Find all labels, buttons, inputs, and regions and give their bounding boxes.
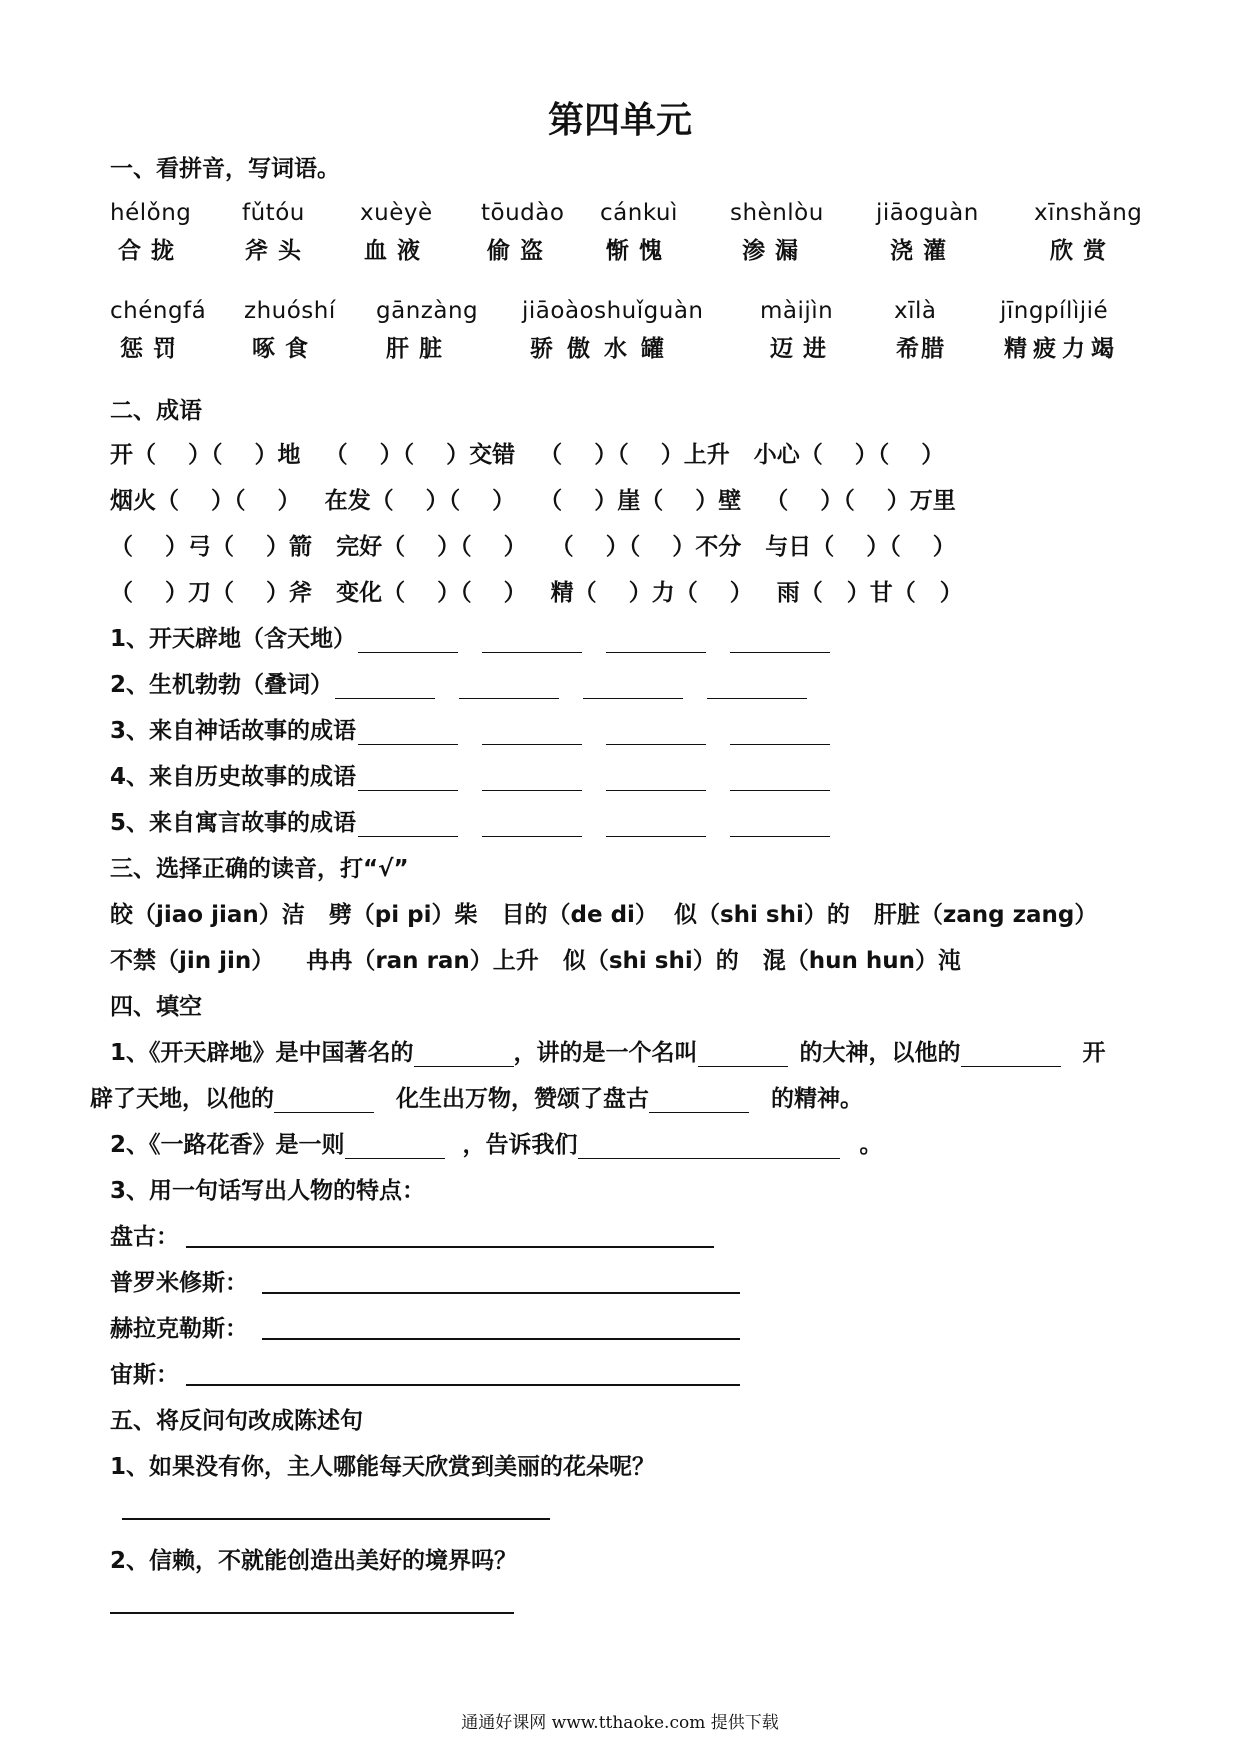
word: 欣赏 bbox=[1050, 238, 1116, 264]
answer-line[interactable] bbox=[122, 1518, 550, 1520]
question-text: 开 bbox=[1082, 1040, 1106, 1066]
answer-blank[interactable] bbox=[649, 1090, 749, 1113]
word: 斧头 bbox=[245, 238, 311, 264]
answer-line[interactable] bbox=[262, 1338, 740, 1340]
fill-question-2 bbox=[110, 1126, 883, 1159]
word: 惩罚 bbox=[120, 336, 186, 362]
answer-blank[interactable] bbox=[961, 1044, 1061, 1067]
pinyin: màijìn bbox=[760, 298, 834, 324]
idiom-line: （ ）刀（ ）斧 变化（ ）（ ） 精（ ）力（ ） 雨（ ）甘（ ） bbox=[110, 580, 963, 606]
pinyin: jiāoàoshuǐguàn bbox=[522, 298, 704, 324]
footer-credit: 通通好课网 www.tthaoke.com 提供下载 bbox=[461, 1713, 779, 1733]
idiom-line: 烟火（ ）（ ） 在发（ ）（ ） （ ）崖（ ）壁 （ ）（ ）万里 bbox=[110, 488, 956, 514]
pinyin: tōudào bbox=[481, 200, 565, 226]
idiom-question bbox=[110, 758, 830, 791]
answer-blank[interactable] bbox=[358, 722, 458, 745]
question-text: 1、《开天辟地》是中国著名的 bbox=[110, 1040, 414, 1066]
answer-blank[interactable] bbox=[414, 1044, 514, 1067]
pinyin: hélǒng bbox=[110, 200, 192, 226]
answer-blank[interactable] bbox=[358, 630, 458, 653]
answer-blank[interactable] bbox=[730, 630, 830, 653]
word: 精疲力竭 bbox=[1004, 336, 1120, 362]
answer-line[interactable] bbox=[186, 1246, 714, 1248]
answer-blank[interactable] bbox=[730, 768, 830, 791]
character-label: 盘古： bbox=[110, 1224, 179, 1250]
word: 合拢 bbox=[118, 238, 184, 264]
character-label: 赫拉克勒斯： bbox=[110, 1316, 248, 1342]
word: 惭愧 bbox=[606, 238, 672, 264]
answer-blank[interactable] bbox=[606, 630, 706, 653]
question-text: 化生出万物，赞颂了盘古 bbox=[396, 1086, 649, 1112]
idiom-question bbox=[110, 804, 830, 837]
pinyin: zhuóshí bbox=[244, 298, 336, 324]
answer-blank[interactable] bbox=[482, 768, 582, 791]
answer-blank[interactable] bbox=[482, 814, 582, 837]
answer-line[interactable] bbox=[262, 1292, 740, 1294]
answer-blank[interactable] bbox=[335, 676, 435, 699]
question-text: 。 bbox=[859, 1132, 883, 1158]
word: 希腊 bbox=[896, 336, 946, 362]
question-text: 4、来自历史故事的成语 bbox=[110, 764, 357, 790]
pinyin: jiāoguàn bbox=[876, 200, 979, 226]
question-text: ，告诉我们 bbox=[462, 1132, 578, 1158]
character-label: 普罗米修斯： bbox=[110, 1270, 248, 1296]
question-text: 5、来自寓言故事的成语 bbox=[110, 810, 357, 836]
pinyin: fǔtóu bbox=[242, 200, 305, 226]
answer-line[interactable] bbox=[110, 1612, 514, 1614]
idiom-question bbox=[110, 712, 830, 745]
question-text: 2、《一路花香》是一则 bbox=[110, 1132, 345, 1158]
answer-blank[interactable] bbox=[482, 722, 582, 745]
idiom-line: 开（ ）（ ）地 （ ）（ ）交错 （ ）（ ）上升 小心（ ）（ ） bbox=[110, 442, 945, 468]
question-text: 3、来自神话故事的成语 bbox=[110, 718, 357, 744]
pinyin: gānzàng bbox=[376, 298, 479, 324]
pinyin: cánkuì bbox=[600, 200, 678, 226]
pinyin: xuèyè bbox=[360, 200, 433, 226]
answer-line[interactable] bbox=[186, 1384, 740, 1386]
section-1-heading: 一、看拼音，写词语。 bbox=[110, 156, 340, 182]
character-label: 宙斯： bbox=[110, 1362, 179, 1388]
question-text: 的大神，以他的 bbox=[799, 1040, 961, 1066]
section-3-heading: 三、选择正确的读音，打“√” bbox=[110, 856, 409, 882]
rewrite-question-1: 1、如果没有你，主人哪能每天欣赏到美丽的花朵呢？ bbox=[110, 1454, 656, 1480]
fill-question-1a bbox=[110, 1034, 1106, 1067]
answer-blank[interactable] bbox=[578, 1136, 840, 1159]
section-2-heading: 二、成语 bbox=[110, 398, 202, 424]
word: 骄傲水罐 bbox=[530, 336, 678, 362]
fill-question-3: 3、用一句话写出人物的特点： bbox=[110, 1178, 426, 1204]
question-text: 辟了天地，以他的 bbox=[90, 1086, 274, 1112]
pinyin: xīnshǎng bbox=[1034, 200, 1143, 226]
answer-blank[interactable] bbox=[698, 1044, 788, 1067]
word: 肝脏 bbox=[386, 336, 452, 362]
word: 血液 bbox=[364, 238, 430, 264]
pronunciation-line: 不禁（jin jin） 冉冉（ran ran）上升 似（shi shi）的 混（hun hun）沌 bbox=[110, 948, 961, 974]
answer-blank[interactable] bbox=[606, 722, 706, 745]
answer-blank[interactable] bbox=[345, 1136, 445, 1159]
word: 浇灌 bbox=[890, 238, 956, 264]
answer-blank[interactable] bbox=[459, 676, 559, 699]
answer-blank[interactable] bbox=[358, 814, 458, 837]
question-text: 1、开天辟地（含天地） bbox=[110, 626, 357, 652]
word: 啄食 bbox=[252, 336, 318, 362]
pronunciation-line: 皎（jiao jian）洁 劈（pi pi）柴 目的（de di） 似（shi shi）的 肝脏（zang zang） bbox=[110, 902, 1098, 928]
idiom-question bbox=[110, 620, 830, 653]
answer-blank[interactable] bbox=[730, 722, 830, 745]
word: 渗漏 bbox=[742, 238, 808, 264]
question-text: 2、生机勃勃（叠词） bbox=[110, 672, 334, 698]
pinyin: shènlòu bbox=[730, 200, 824, 226]
pinyin: jīngpílìjié bbox=[1000, 298, 1109, 324]
pinyin: chéngfá bbox=[110, 298, 207, 324]
question-text: 的精神。 bbox=[771, 1086, 863, 1112]
pinyin: xīlà bbox=[894, 298, 937, 324]
section-4-heading: 四、填空 bbox=[110, 994, 202, 1020]
answer-blank[interactable] bbox=[707, 676, 807, 699]
answer-blank[interactable] bbox=[482, 630, 582, 653]
idiom-question bbox=[110, 666, 807, 699]
answer-blank[interactable] bbox=[274, 1090, 374, 1113]
answer-blank[interactable] bbox=[606, 814, 706, 837]
rewrite-question-2: 2、信赖，不就能创造出美好的境界吗？ bbox=[110, 1548, 518, 1574]
word: 偷盗 bbox=[487, 238, 553, 264]
word: 迈进 bbox=[770, 336, 836, 362]
idiom-line: （ ）弓（ ）箭 完好（ ）（ ） （ ）（ ）不分 与日（ ）（ ） bbox=[110, 534, 956, 560]
page-title: 第四单元 bbox=[547, 100, 692, 141]
answer-blank[interactable] bbox=[583, 676, 683, 699]
fill-question-1b bbox=[90, 1080, 863, 1113]
question-text: ，讲的是一个名叫 bbox=[513, 1040, 698, 1066]
answer-blank[interactable] bbox=[730, 814, 830, 837]
answer-blank[interactable] bbox=[606, 768, 706, 791]
answer-blank[interactable] bbox=[358, 768, 458, 791]
section-5-heading: 五、将反问句改成陈述句 bbox=[110, 1408, 363, 1434]
